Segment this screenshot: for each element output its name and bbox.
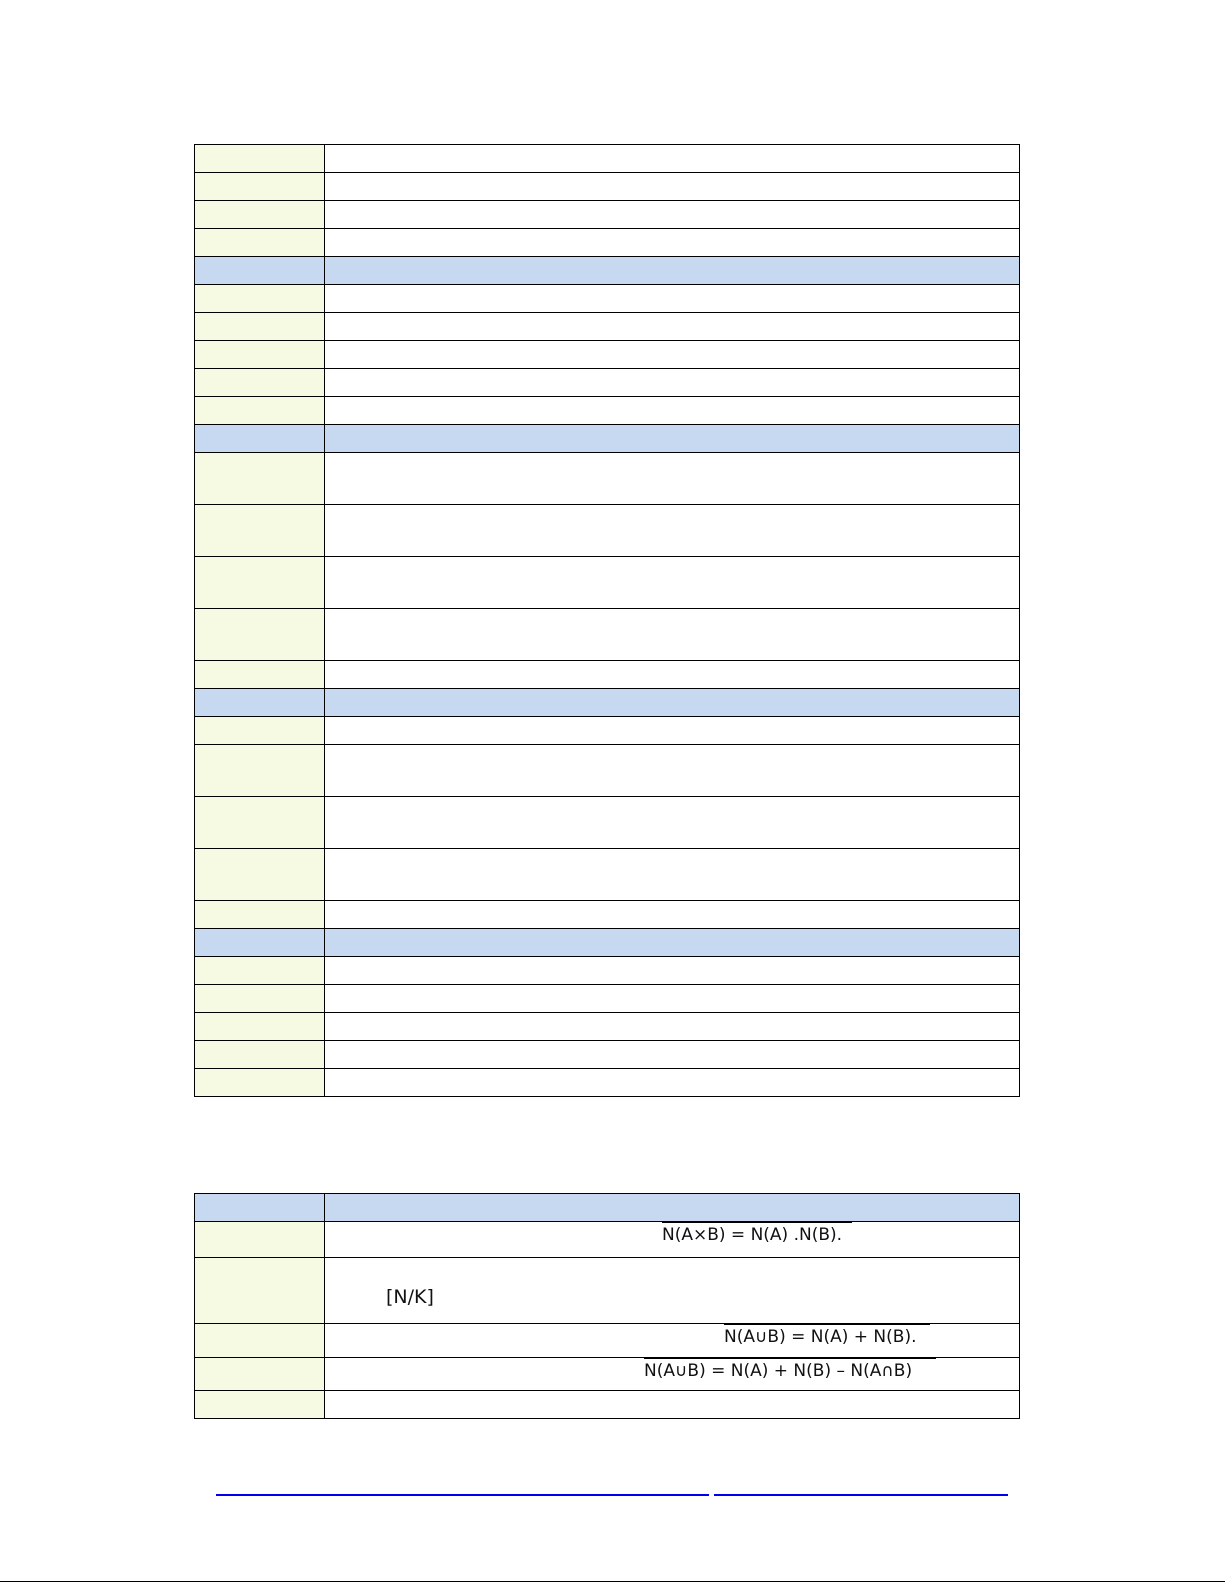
row-content-cell (325, 985, 1020, 1013)
row-label-cell (195, 369, 325, 397)
footer-link-underline[interactable] (216, 1494, 709, 1496)
row-content-cell (325, 173, 1020, 201)
row-label-cell (195, 745, 325, 797)
row-content-cell (325, 1391, 1020, 1419)
table-row (195, 849, 1020, 901)
row-label-cell (195, 201, 325, 229)
table-row (195, 901, 1020, 929)
row-label-cell (195, 957, 325, 985)
row-content-cell (325, 1013, 1020, 1041)
row-label-cell (195, 505, 325, 557)
page-bottom-border (0, 1581, 1225, 1582)
row-content-cell (325, 453, 1020, 505)
table-row (195, 173, 1020, 201)
table-row (195, 745, 1020, 797)
table-row (195, 1258, 1020, 1324)
row-label-cell (195, 145, 325, 173)
section-header-row (195, 1194, 1020, 1222)
section-header-cell (325, 689, 1020, 717)
table-row (195, 453, 1020, 505)
row-label-cell (195, 661, 325, 689)
formula-overline (644, 1358, 936, 1359)
section-header-row (195, 929, 1020, 957)
row-label-cell (195, 1391, 325, 1419)
row-label-cell (195, 285, 325, 313)
table-row (195, 201, 1020, 229)
row-label-cell (195, 985, 325, 1013)
table-row (195, 661, 1020, 689)
rules-table (194, 144, 1020, 1097)
row-content-cell (325, 957, 1020, 985)
section-header-row (195, 257, 1020, 285)
row-label-cell (195, 1041, 325, 1069)
table-row (195, 797, 1020, 849)
row-content-cell (325, 745, 1020, 797)
counting-principles-table (194, 1193, 1020, 1419)
row-label-cell (195, 1222, 325, 1258)
table-row (195, 313, 1020, 341)
row-label-cell (195, 1324, 325, 1358)
division-rule-formula: [N/K] (386, 1286, 434, 1308)
row-label-cell (195, 173, 325, 201)
section-header-cell (325, 257, 1020, 285)
row-label-cell (195, 313, 325, 341)
row-content-cell (325, 849, 1020, 901)
row-content-cell (325, 201, 1020, 229)
section-header-cell (195, 425, 325, 453)
formula-overline (662, 1222, 852, 1223)
row-label-cell (195, 557, 325, 609)
row-label-cell (195, 1069, 325, 1097)
table-row (195, 1222, 1020, 1258)
row-content-cell (325, 229, 1020, 257)
row-label-cell (195, 849, 325, 901)
row-content-cell (325, 397, 1020, 425)
row-content-cell (325, 369, 1020, 397)
table-row (195, 369, 1020, 397)
row-label-cell (195, 717, 325, 745)
row-label-cell (195, 341, 325, 369)
table-row (195, 1013, 1020, 1041)
row-content-cell (325, 145, 1020, 173)
section-header-cell (325, 1194, 1020, 1222)
section-header-cell (195, 929, 325, 957)
row-content-cell (325, 313, 1020, 341)
table-row (195, 609, 1020, 661)
row-content-cell (325, 609, 1020, 661)
section-header-cell (195, 1194, 325, 1222)
row-content-cell (325, 285, 1020, 313)
row-label-cell (195, 453, 325, 505)
table-row (195, 557, 1020, 609)
product-rule-formula: N(A×B) = N(A) .N(B). (662, 1225, 843, 1245)
row-label-cell (195, 397, 325, 425)
row-label-cell (195, 901, 325, 929)
table-row (195, 505, 1020, 557)
table-row (195, 1391, 1020, 1419)
row-content-cell (325, 901, 1020, 929)
row-label-cell (195, 1013, 325, 1041)
section-header-cell (195, 689, 325, 717)
table-row (195, 285, 1020, 313)
table-row (195, 985, 1020, 1013)
row-content-cell (325, 717, 1020, 745)
row-label-cell (195, 229, 325, 257)
formula-overline (724, 1324, 930, 1325)
table-row (195, 717, 1020, 745)
table-row (195, 145, 1020, 173)
footer-link-underline[interactable] (714, 1494, 1008, 1496)
section-header-cell (325, 425, 1020, 453)
table-row (195, 397, 1020, 425)
row-label-cell (195, 609, 325, 661)
row-content-cell (325, 797, 1020, 849)
row-content-cell (325, 557, 1020, 609)
row-label-cell (195, 1258, 325, 1324)
table-row (195, 957, 1020, 985)
sum-rule-formula: N(A∪B) = N(A) + N(B). (724, 1327, 917, 1347)
table-row (195, 1069, 1020, 1097)
row-content-cell (325, 341, 1020, 369)
row-content-cell (325, 1069, 1020, 1097)
section-header-row (195, 689, 1020, 717)
table-row (195, 341, 1020, 369)
inclusion-exclusion-formula: N(A∪B) = N(A) + N(B) – N(A∩B) (644, 1361, 913, 1381)
section-header-cell (325, 929, 1020, 957)
row-content-cell (325, 505, 1020, 557)
row-content-cell (325, 1041, 1020, 1069)
row-content-cell (325, 661, 1020, 689)
section-header-cell (195, 257, 325, 285)
table-row (195, 229, 1020, 257)
table-row (195, 1041, 1020, 1069)
row-label-cell (195, 797, 325, 849)
section-header-row (195, 425, 1020, 453)
row-label-cell (195, 1358, 325, 1391)
